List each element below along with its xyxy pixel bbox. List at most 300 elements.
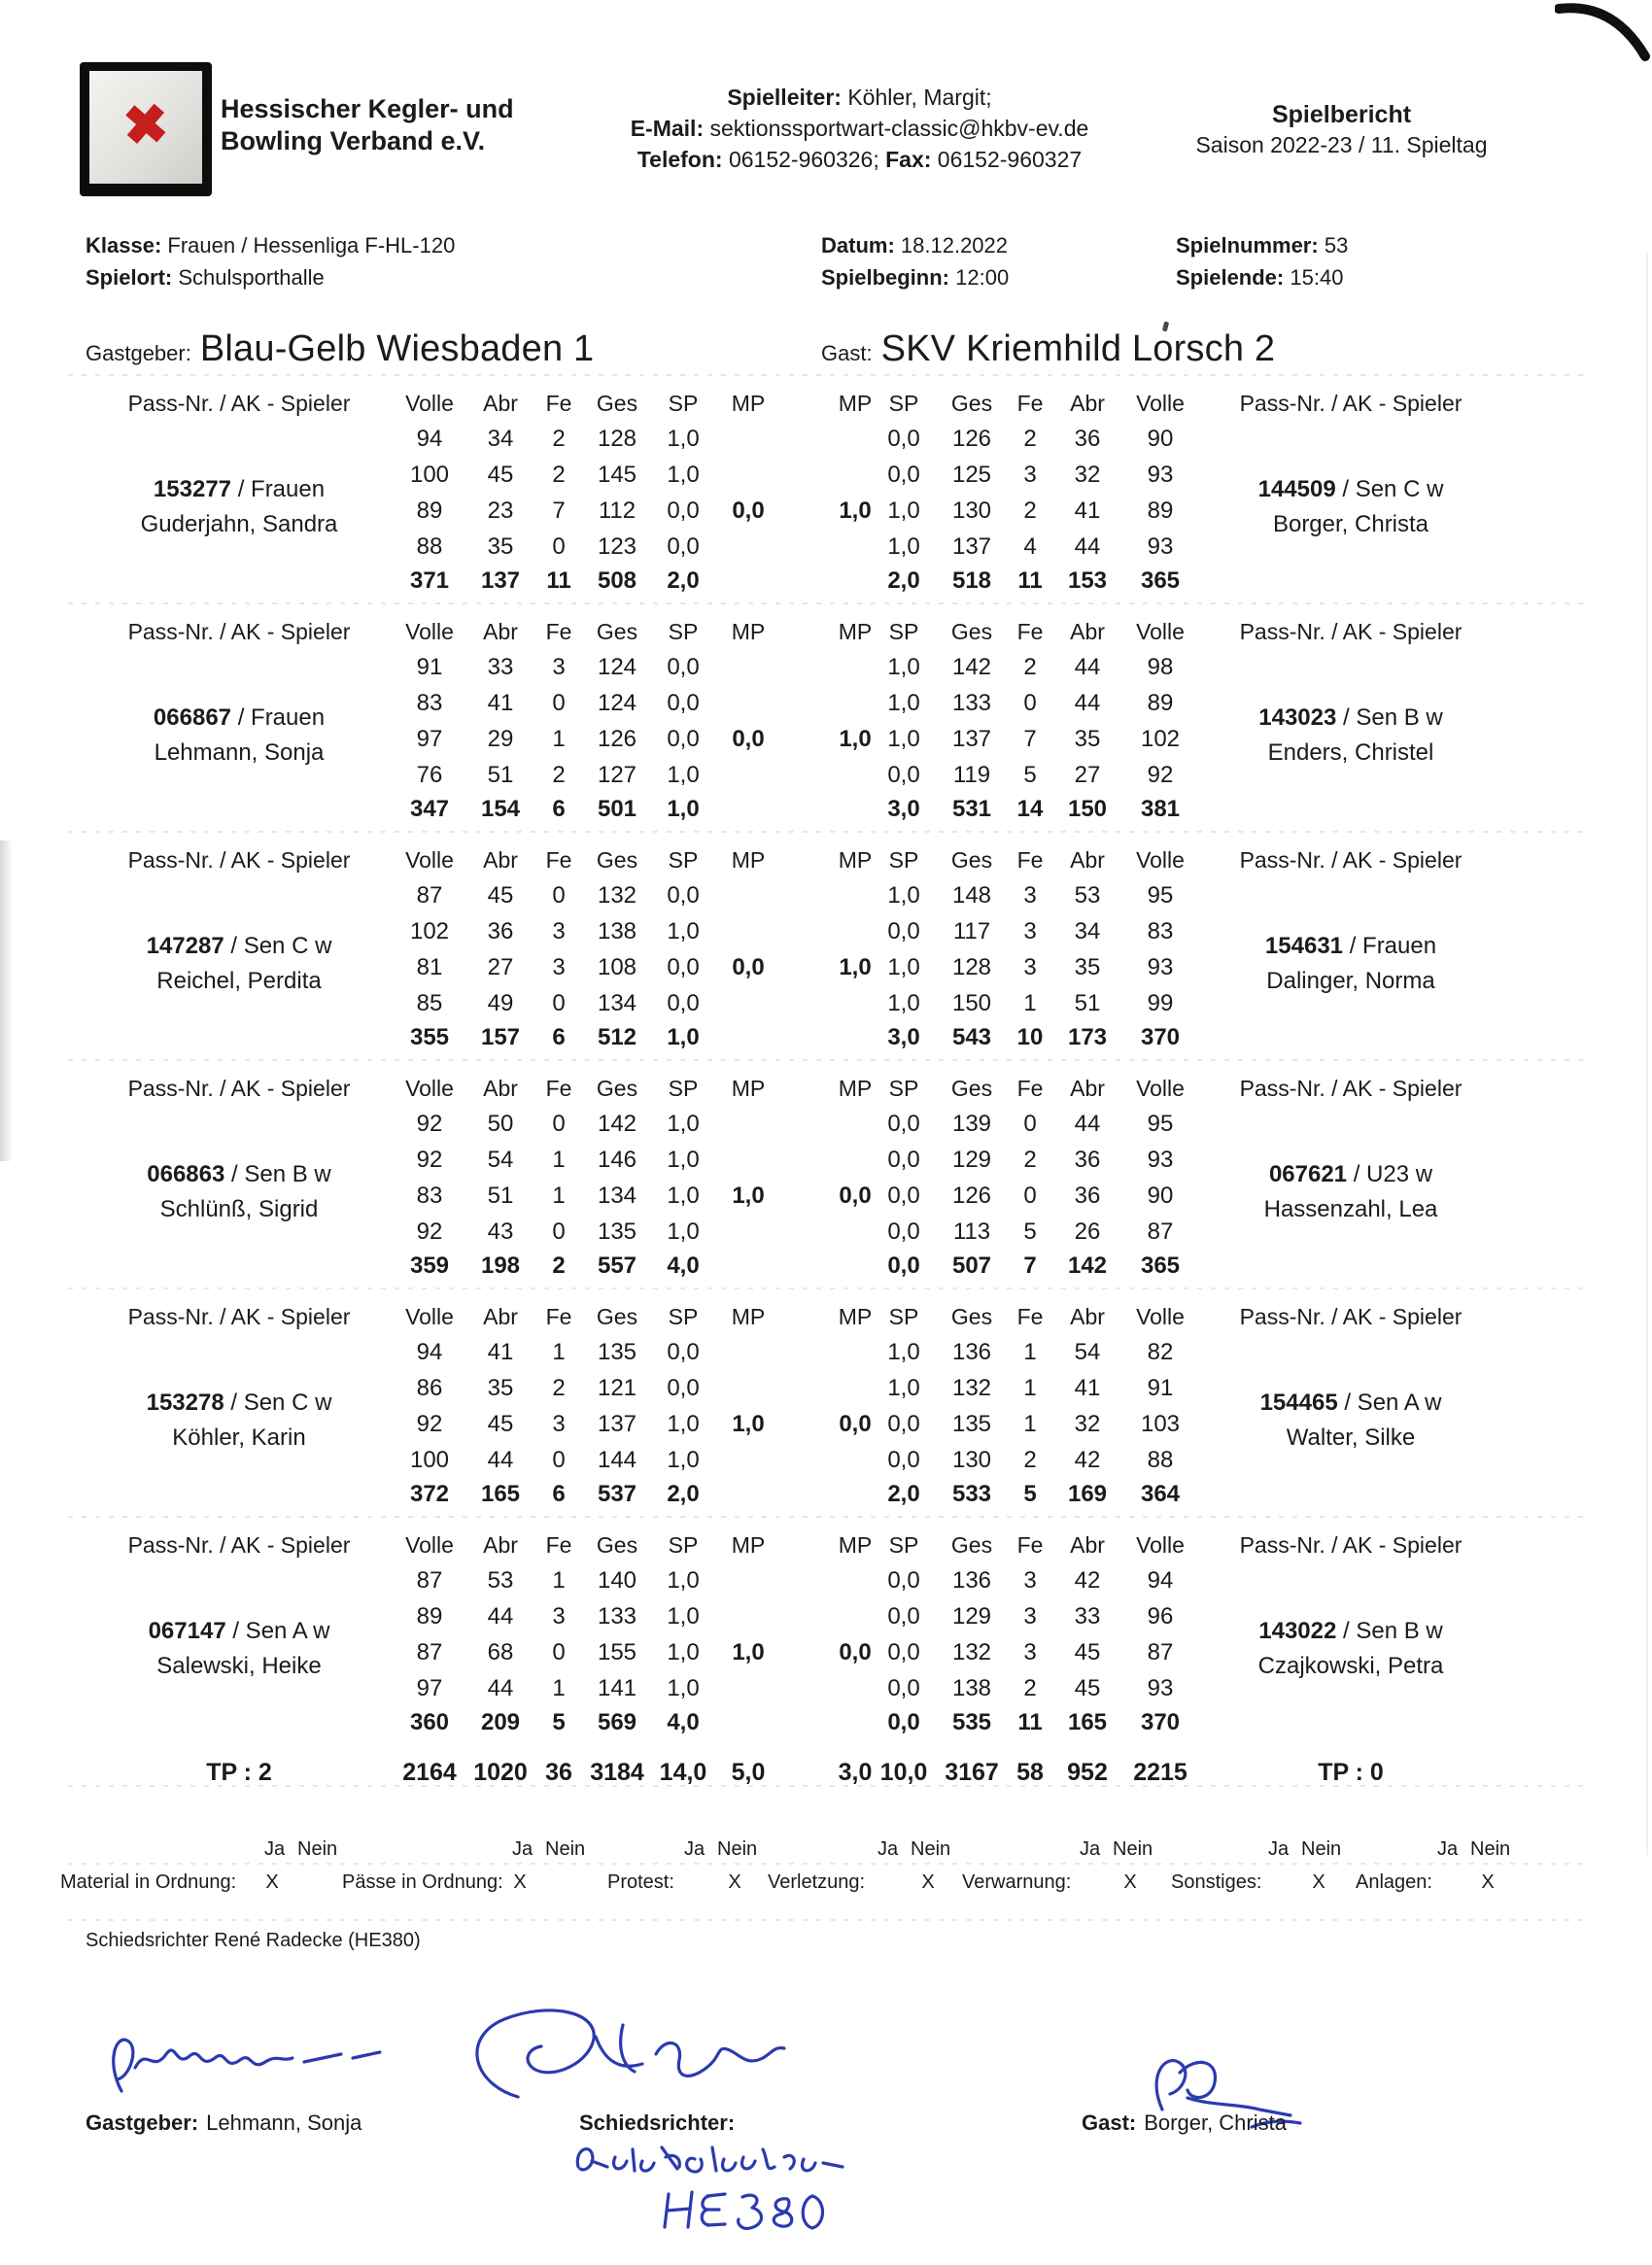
home-col-header-ges: Ges — [596, 1532, 638, 1558]
home-score-cell: 135 — [597, 1218, 637, 1245]
home-tp-value: 5,0 — [731, 1759, 766, 1786]
home-player-col-header: Pass-Nr. / AK - Spieler — [127, 619, 351, 644]
home-score-cell: 0 — [552, 1218, 566, 1245]
guest-score-cell: 103 — [1140, 1411, 1181, 1437]
guest-score-cell: 93 — [1147, 462, 1174, 488]
guest-total-cell: 370 — [1140, 1709, 1181, 1735]
check-ja-label: Ja — [512, 1838, 533, 1860]
home-total-cell: 2,0 — [667, 1481, 700, 1507]
home-col-header-ges: Ges — [596, 1304, 638, 1329]
home-score-cell: 45 — [487, 882, 514, 909]
home-signature — [92, 2019, 481, 2116]
guest-col-header-volle: Volle — [1136, 1532, 1185, 1558]
spielort-label: Spielort: — [86, 265, 173, 290]
check-ja-label: Ja — [264, 1838, 286, 1860]
guest-score-cell: 26 — [1074, 1218, 1101, 1245]
guest-score-cell: 3 — [1023, 918, 1037, 944]
home-col-header-mp: MP — [731, 619, 766, 644]
guest-score-cell: 0,0 — [887, 462, 920, 488]
guest-total-cell: 2,0 — [887, 1481, 920, 1507]
home-score-cell: 0,0 — [667, 954, 700, 980]
home-score-cell: 44 — [487, 1603, 514, 1630]
guest-score-cell: 51 — [1074, 990, 1101, 1016]
guest-score-cell: 87 — [1147, 1639, 1174, 1665]
guest-col-header-sp: SP — [888, 847, 919, 873]
spielleiter-line — [595, 82, 1124, 113]
home-col-header-mp: MP — [731, 1304, 766, 1329]
home-col-header-abr: Abr — [483, 847, 518, 873]
home-total-cell: 4,0 — [667, 1253, 700, 1279]
guest-score-cell: 139 — [951, 1111, 992, 1137]
home-score-cell: 41 — [487, 1339, 514, 1365]
home-score-cell: 1,0 — [667, 762, 700, 788]
guest-team-label: Gast: — [821, 341, 873, 365]
spielort-value: Schulsporthalle — [178, 265, 325, 290]
guest-score-cell: 125 — [951, 462, 992, 488]
guest-mp-value: 1,0 — [839, 498, 872, 524]
home-player-col-header: Pass-Nr. / AK - Spieler — [127, 391, 351, 416]
guest-total-cell: 533 — [951, 1481, 992, 1507]
home-score-cell: 36 — [487, 918, 514, 944]
guest-score-cell: 89 — [1147, 498, 1174, 524]
home-score-cell: 132 — [597, 882, 637, 909]
guest-player-col-header: Pass-Nr. / AK - Spieler — [1239, 1304, 1463, 1329]
check-item-label: Verwarnung: — [962, 1871, 1072, 1893]
guest-score-cell: 0,0 — [887, 1567, 920, 1594]
home-score-cell: 2 — [552, 426, 566, 452]
guest-score-cell: 83 — [1147, 918, 1174, 944]
guest-score-cell: 0 — [1023, 1111, 1037, 1137]
home-score-cell: 45 — [487, 462, 514, 488]
guest-score-cell: 96 — [1147, 1603, 1174, 1630]
home-player-id: 066867 / Frauen — [153, 704, 326, 731]
guest-score-cell: 92 — [1147, 762, 1174, 788]
home-score-cell: 112 — [598, 498, 637, 524]
fax-label: Fax: — [885, 147, 932, 172]
referee-handwritten-id — [653, 2184, 838, 2235]
home-score-cell: 33 — [487, 654, 514, 680]
guest-score-cell: 34 — [1074, 918, 1101, 944]
home-tp-value: 36 — [545, 1759, 572, 1786]
guest-col-header-abr: Abr — [1070, 847, 1105, 873]
guest-player-id: 067621 / U23 w — [1268, 1161, 1433, 1187]
guest-col-header-sp: SP — [888, 1076, 919, 1101]
scan-noise-line — [68, 1516, 1584, 1518]
guest-score-cell: 95 — [1147, 882, 1174, 909]
guest-score-cell: 128 — [951, 954, 992, 980]
home-total-cell: 1,0 — [667, 1024, 700, 1050]
guest-score-cell: 0,0 — [887, 1218, 920, 1245]
datum-value: 18.12.2022 — [900, 233, 1009, 257]
check-nein-label: Nein — [1301, 1838, 1342, 1860]
guest-score-cell: 45 — [1074, 1639, 1101, 1665]
home-col-header-mp: MP — [731, 391, 766, 416]
home-col-header-fe: Fe — [545, 391, 572, 416]
check-ja-label: Ja — [878, 1838, 899, 1860]
home-player-name: Köhler, Karin — [172, 1424, 306, 1451]
home-score-cell: 0 — [552, 990, 566, 1016]
check-mark-ja: X — [513, 1871, 527, 1893]
scan-noise-line — [68, 1287, 1584, 1289]
guest-score-cell: 4 — [1023, 533, 1037, 560]
home-score-cell: 1,0 — [667, 918, 700, 944]
home-score-cell: 1,0 — [667, 1675, 700, 1701]
guest-player-id: 154631 / Frauen — [1264, 933, 1437, 959]
guest-score-cell: 99 — [1147, 990, 1174, 1016]
hkbv-logo — [80, 62, 212, 196]
guest-tp-value: 58 — [1016, 1759, 1044, 1786]
home-score-cell: 68 — [487, 1639, 514, 1665]
home-score-cell: 92 — [416, 1147, 443, 1173]
home-total-cell: 371 — [409, 567, 450, 594]
check-mark-nein: X — [1481, 1871, 1495, 1893]
home-score-cell: 88 — [416, 533, 443, 560]
home-score-cell: 1 — [552, 1675, 566, 1701]
guest-col-header-abr: Abr — [1070, 1532, 1105, 1558]
home-score-cell: 0,0 — [667, 533, 700, 560]
home-total-cell: 154 — [480, 796, 521, 822]
telefon-value: 06152-960326; — [728, 147, 879, 172]
check-mark-ja: X — [265, 1871, 279, 1893]
spielleiter-label: Spielleiter: — [727, 85, 842, 110]
guest-score-cell: 27 — [1074, 762, 1101, 788]
guest-player-name: Enders, Christel — [1267, 739, 1434, 766]
home-col-header-ges: Ges — [596, 391, 638, 416]
guest-player-id: 144509 / Sen C w — [1257, 476, 1444, 502]
org-name — [221, 93, 514, 157]
guest-score-cell: 1,0 — [887, 1375, 920, 1401]
guest-score-cell: 1,0 — [887, 726, 920, 752]
guest-player-id: 143022 / Sen B w — [1258, 1618, 1443, 1644]
home-score-cell: 54 — [487, 1147, 514, 1173]
guest-score-cell: 0,0 — [887, 1447, 920, 1473]
guest-score-cell: 5 — [1023, 762, 1037, 788]
guest-tp-value: 952 — [1067, 1759, 1108, 1786]
guest-score-cell: 130 — [951, 1447, 992, 1473]
home-score-cell: 1,0 — [667, 1639, 700, 1665]
guest-total-cell: 10 — [1016, 1024, 1044, 1050]
guest-total-cell: 535 — [951, 1709, 992, 1735]
guest-col-header-sp: SP — [888, 1532, 919, 1558]
home-mp-value: 0,0 — [732, 954, 765, 980]
home-col-header-volle: Volle — [405, 1076, 454, 1101]
guest-sig-role-label: Gast: — [1082, 2111, 1137, 2135]
check-item-label: Protest: — [607, 1871, 674, 1893]
home-total-cell: 512 — [597, 1024, 637, 1050]
home-score-cell: 81 — [416, 954, 443, 980]
check-item-label: Anlagen: — [1356, 1871, 1432, 1893]
guest-player-name: Borger, Christa — [1272, 511, 1429, 537]
home-score-cell: 142 — [597, 1111, 637, 1137]
guest-score-cell: 0,0 — [887, 1639, 920, 1665]
check-nein-label: Nein — [911, 1838, 951, 1860]
guest-score-cell: 89 — [1147, 690, 1174, 716]
guest-signature-label — [1082, 2111, 1287, 2136]
home-score-cell: 27 — [487, 954, 514, 980]
home-score-cell: 140 — [597, 1567, 637, 1594]
home-score-cell: 89 — [416, 1603, 443, 1630]
home-score-cell: 0,0 — [667, 726, 700, 752]
home-score-cell: 102 — [409, 918, 450, 944]
guest-sig-name: Borger, Christa — [1144, 2111, 1287, 2135]
guest-col-header-volle: Volle — [1136, 619, 1185, 644]
guest-score-cell: 36 — [1074, 426, 1101, 452]
home-score-cell: 0,0 — [667, 1339, 700, 1365]
home-score-cell: 23 — [487, 498, 514, 524]
guest-player-name: Hassenzahl, Lea — [1263, 1196, 1438, 1222]
guest-score-cell: 1,0 — [887, 498, 920, 524]
guest-score-cell: 119 — [952, 762, 991, 788]
spielort-line — [86, 261, 455, 293]
home-total-cell: 347 — [409, 796, 450, 822]
guest-mp-value: 1,0 — [839, 954, 872, 980]
guest-col-header-fe: Fe — [1016, 391, 1044, 416]
check-nein-label: Nein — [1113, 1838, 1153, 1860]
home-mp-value: 0,0 — [732, 498, 765, 524]
guest-score-cell: 93 — [1147, 1147, 1174, 1173]
home-score-cell: 0 — [552, 533, 566, 560]
guest-score-cell: 1 — [1023, 1375, 1037, 1401]
guest-player-name: Czajkowski, Petra — [1257, 1653, 1444, 1679]
home-score-cell: 1,0 — [667, 1447, 700, 1473]
meta-left — [86, 229, 455, 293]
home-score-cell: 0,0 — [667, 990, 700, 1016]
scan-noise-line — [68, 602, 1584, 604]
guest-score-cell: 133 — [951, 690, 992, 716]
guest-score-cell: 53 — [1074, 882, 1101, 909]
guest-score-cell: 5 — [1023, 1218, 1037, 1245]
org-name-line1: Hessischer Kegler- und — [221, 94, 514, 123]
home-total-cell: 360 — [409, 1709, 450, 1735]
home-score-cell: 146 — [597, 1147, 637, 1173]
guest-col-header-fe: Fe — [1016, 1304, 1044, 1329]
guest-tp: TP : 0 — [1318, 1759, 1384, 1786]
klasse-value: Frauen / Hessenliga F-HL-120 — [167, 233, 456, 257]
guest-tp-value: 2215 — [1133, 1759, 1187, 1786]
home-total-cell: 1,0 — [667, 796, 700, 822]
check-mark-nein: X — [1312, 1871, 1325, 1893]
home-player-id: 066863 / Sen B w — [147, 1161, 331, 1187]
home-score-cell: 1 — [552, 726, 566, 752]
guest-player-col-header: Pass-Nr. / AK - Spieler — [1239, 1076, 1463, 1101]
home-score-cell: 97 — [416, 1675, 443, 1701]
guest-score-cell: 3 — [1023, 954, 1037, 980]
home-score-cell: 83 — [416, 690, 443, 716]
guest-score-cell: 3 — [1023, 882, 1037, 909]
home-score-cell: 92 — [416, 1411, 443, 1437]
home-score-cell: 87 — [416, 882, 443, 909]
email-value: sektionssportwart-classic@hkbv-ev.de — [709, 116, 1089, 141]
guest-score-cell: 90 — [1147, 426, 1174, 452]
guest-score-cell: 1,0 — [887, 990, 920, 1016]
home-score-cell: 2 — [552, 1375, 566, 1401]
guest-col-header-ges: Ges — [950, 1532, 993, 1558]
guest-col-header-ges: Ges — [950, 1304, 993, 1329]
home-score-cell: 0 — [552, 1111, 566, 1137]
guest-score-cell: 0,0 — [887, 1111, 920, 1137]
home-total-cell: 5 — [552, 1709, 566, 1735]
guest-score-cell: 3 — [1023, 1567, 1037, 1594]
guest-total-cell: 531 — [951, 796, 992, 822]
guest-col-header-mp: MP — [838, 847, 873, 873]
guest-mp-value: 0,0 — [839, 1411, 872, 1437]
guest-total-cell: 153 — [1067, 567, 1108, 594]
home-col-header-fe: Fe — [545, 847, 572, 873]
meta-middle — [821, 229, 1009, 293]
guest-score-cell: 1,0 — [887, 533, 920, 560]
guest-total-cell: 11 — [1017, 567, 1043, 594]
guest-score-cell: 0,0 — [887, 918, 920, 944]
scan-noise-line — [68, 1059, 1584, 1061]
referee-sig-role-label: Schiedsrichter: — [579, 2111, 736, 2135]
telefon-label: Telefon: — [637, 147, 723, 172]
datum-line — [821, 229, 1009, 261]
guest-col-header-mp: MP — [838, 391, 873, 416]
guest-score-cell: 0,0 — [887, 1603, 920, 1630]
guest-score-cell: 94 — [1147, 1567, 1174, 1594]
home-total-cell: 2,0 — [667, 567, 700, 594]
scan-noise-line — [68, 1863, 1584, 1865]
contact-block — [595, 82, 1124, 175]
home-total-cell: 165 — [480, 1481, 521, 1507]
home-score-cell: 1,0 — [667, 1603, 700, 1630]
home-player-col-header: Pass-Nr. / AK - Spieler — [127, 1304, 351, 1329]
home-score-cell: 144 — [597, 1447, 637, 1473]
home-score-cell: 91 — [416, 654, 443, 680]
home-player-id: 153277 / Frauen — [153, 476, 326, 502]
guest-score-cell: 102 — [1140, 726, 1181, 752]
home-mp-value: 1,0 — [732, 1183, 765, 1209]
home-total-cell: 198 — [480, 1253, 521, 1279]
logo-background — [89, 71, 202, 184]
home-score-cell: 1 — [552, 1183, 566, 1209]
home-score-cell: 108 — [597, 954, 637, 980]
home-col-header-volle: Volle — [405, 1532, 454, 1558]
report-subtitle: Saison 2022-23 / 11. Spieltag — [1195, 132, 1488, 157]
home-col-header-ges: Ges — [596, 847, 638, 873]
home-score-cell: 7 — [552, 498, 566, 524]
guest-score-cell: 95 — [1147, 1111, 1174, 1137]
guest-score-cell: 1,0 — [887, 1339, 920, 1365]
home-mp-value: 1,0 — [732, 1639, 765, 1665]
guest-score-cell: 33 — [1074, 1603, 1101, 1630]
guest-score-cell: 136 — [951, 1339, 992, 1365]
guest-score-cell: 1 — [1023, 990, 1037, 1016]
guest-score-cell: 0,0 — [887, 1183, 920, 1209]
guest-total-cell: 150 — [1067, 796, 1108, 822]
home-col-header-volle: Volle — [405, 619, 454, 644]
guest-total-cell: 11 — [1017, 1709, 1043, 1735]
guest-score-cell: 1 — [1023, 1339, 1037, 1365]
home-score-cell: 92 — [416, 1111, 443, 1137]
scan-corner-artifact — [1555, 0, 1652, 62]
spielnummer-value: 53 — [1324, 233, 1349, 257]
home-col-header-fe: Fe — [545, 1076, 572, 1101]
home-col-header-sp: SP — [668, 847, 699, 873]
referee-signature — [442, 2004, 860, 2111]
home-score-cell: 0,0 — [667, 882, 700, 909]
check-ja-label: Ja — [1268, 1838, 1290, 1860]
home-team — [86, 328, 594, 370]
guest-col-header-ges: Ges — [950, 1076, 993, 1101]
guest-total-cell: 365 — [1140, 1253, 1181, 1279]
guest-total-cell: 3,0 — [887, 1024, 920, 1050]
guest-total-cell: 518 — [951, 567, 992, 594]
guest-total-cell: 543 — [951, 1024, 992, 1050]
guest-mp-value: 1,0 — [839, 726, 872, 752]
home-score-cell: 138 — [597, 918, 637, 944]
guest-score-cell: 0,0 — [887, 1411, 920, 1437]
home-col-header-abr: Abr — [483, 1076, 518, 1101]
home-score-cell: 145 — [597, 462, 637, 488]
home-sig-role-label: Gastgeber: — [86, 2111, 199, 2135]
guest-score-cell: 126 — [951, 426, 992, 452]
home-total-cell: 359 — [409, 1253, 450, 1279]
home-score-cell: 127 — [597, 762, 637, 788]
home-col-header-abr: Abr — [483, 1304, 518, 1329]
guest-col-header-fe: Fe — [1016, 1076, 1044, 1101]
home-score-cell: 35 — [487, 533, 514, 560]
home-col-header-sp: SP — [668, 619, 699, 644]
guest-score-cell: 82 — [1147, 1339, 1174, 1365]
home-score-cell: 135 — [597, 1339, 637, 1365]
guest-score-cell: 2 — [1023, 498, 1037, 524]
home-score-cell: 1,0 — [667, 1218, 700, 1245]
guest-score-cell: 132 — [951, 1375, 992, 1401]
home-total-cell: 537 — [597, 1481, 637, 1507]
check-mark-nein: X — [921, 1871, 935, 1893]
guest-score-cell: 2 — [1023, 1447, 1037, 1473]
home-total-cell: 508 — [597, 567, 637, 594]
spielnummer-label: Spielnummer: — [1176, 233, 1319, 257]
guest-score-cell: 54 — [1074, 1339, 1101, 1365]
guest-col-header-sp: SP — [888, 391, 919, 416]
home-tp-value: 3184 — [590, 1759, 644, 1786]
home-total-cell: 6 — [552, 796, 566, 822]
home-score-cell: 43 — [487, 1218, 514, 1245]
guest-score-cell: 113 — [952, 1218, 991, 1245]
home-col-header-ges: Ges — [596, 619, 638, 644]
home-score-cell: 1,0 — [667, 1111, 700, 1137]
guest-score-cell: 0,0 — [887, 1675, 920, 1701]
guest-total-cell: 5 — [1023, 1481, 1037, 1507]
klasse-label: Klasse: — [86, 233, 162, 257]
guest-score-cell: 44 — [1074, 654, 1101, 680]
guest-total-cell: 169 — [1067, 1481, 1108, 1507]
home-tp-value: 2164 — [402, 1759, 457, 1786]
guest-player-id: 154465 / Sen A w — [1259, 1390, 1442, 1416]
spielleiter-value: Köhler, Margit; — [847, 85, 992, 110]
home-score-cell: 0 — [552, 882, 566, 909]
guest-score-cell: 117 — [952, 918, 991, 944]
home-player-name: Lehmann, Sonja — [154, 739, 325, 766]
home-col-header-fe: Fe — [545, 619, 572, 644]
home-score-cell: 126 — [597, 726, 637, 752]
home-player-id: 147287 / Sen C w — [146, 933, 332, 959]
guest-col-header-ges: Ges — [950, 619, 993, 644]
guest-player-name: Walter, Silke — [1286, 1424, 1416, 1451]
home-col-header-abr: Abr — [483, 1532, 518, 1558]
guest-tp-value: 10,0 — [879, 1759, 928, 1786]
home-score-cell: 94 — [416, 426, 443, 452]
guest-score-cell: 2 — [1023, 1147, 1037, 1173]
check-nein-label: Nein — [717, 1838, 758, 1860]
guest-col-header-mp: MP — [838, 1532, 873, 1558]
home-total-cell: 11 — [546, 567, 571, 594]
guest-col-header-abr: Abr — [1070, 1304, 1105, 1329]
guest-total-cell: 381 — [1140, 796, 1181, 822]
home-total-cell: 157 — [480, 1024, 521, 1050]
